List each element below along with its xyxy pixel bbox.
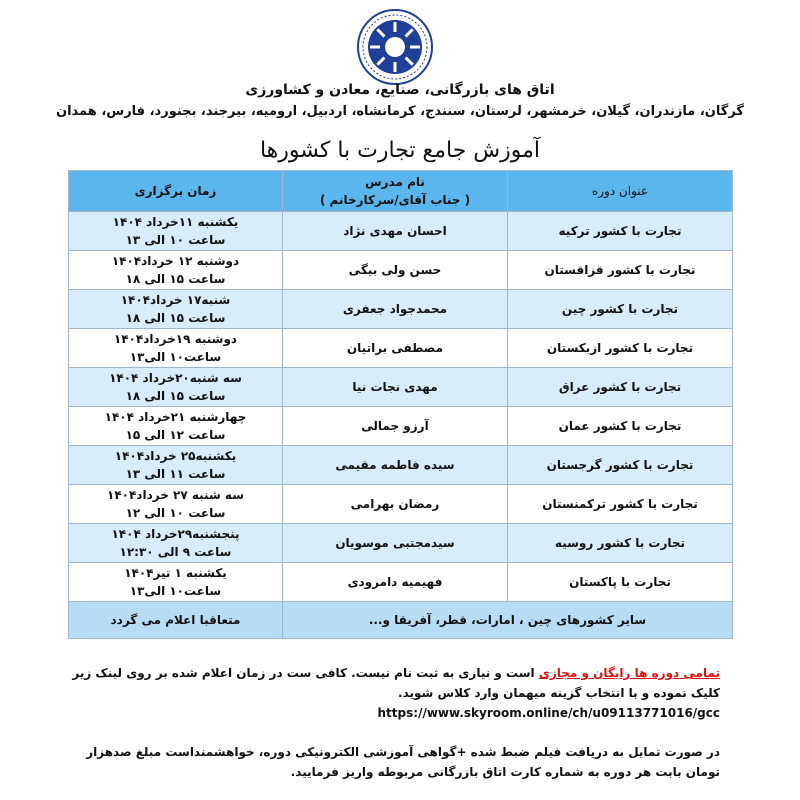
schedule-time	[69, 251, 283, 290]
time-day: یکشنبه ۱ تیر۱۴۰۴	[124, 566, 227, 580]
time-day: چهارشنبه ۲۱خرداد ۱۴۰۴	[104, 410, 247, 424]
table-row	[69, 446, 733, 485]
table-row	[69, 485, 733, 524]
time-hours: ساعت ۹ الی ۱۲:۳۰	[119, 545, 232, 559]
course-title: تجارت با کشور گرجستان	[508, 446, 733, 485]
schedule-time	[69, 446, 283, 485]
time-hours: ساعت ۱۵ الی ۱۸	[125, 272, 226, 286]
notice-text: است و نیازی به ثبت نام نیست. کافی ست در زمان اعلام شده بر روی لینک زیر کلیک نموده و با انتخاب گزینه میهمان وارد کلاس شوید.	[72, 666, 720, 700]
course-title: تجارت با کشور ازبکستان	[508, 329, 733, 368]
table-row	[69, 407, 733, 446]
schedule-time	[69, 212, 283, 251]
course-title: تجارت با کشور عراق	[508, 368, 733, 407]
chamber-logo	[356, 8, 434, 86]
schedule-time	[69, 329, 283, 368]
schedule-time	[69, 368, 283, 407]
org-cities: گرگان، مازندران، گیلان، خرمشهر، لرستان، سنندج، کرمانشاه، اردبیل، ارومیه، بیرجند، بجنورد، فارس، همدان	[56, 104, 744, 119]
table-footer-row	[69, 602, 733, 639]
other-countries: سایر کشورهای چین ، امارات، قطر، آفریقا و...	[283, 602, 733, 639]
schedule-time	[69, 524, 283, 563]
header-course: عنوان دوره	[508, 171, 733, 212]
page-title: آموزش جامع تجارت با کشورها	[259, 138, 541, 163]
teacher-name: احسان مهدی نژاد	[283, 212, 508, 251]
course-title: تجارت با کشور چین	[508, 290, 733, 329]
org-title: اتاق های بازرگانی، صنایع، معادن و کشاورزی	[245, 82, 555, 98]
schedule-time	[69, 563, 283, 602]
table-row	[69, 329, 733, 368]
table-row	[69, 524, 733, 563]
table-row	[69, 251, 733, 290]
teacher-name: مهدی نجات نیا	[283, 368, 508, 407]
table-row	[69, 368, 733, 407]
skyroom-link[interactable]: https://www.skyroom.online/ch/u09113771016/gcc	[377, 706, 720, 720]
schedule-time	[69, 485, 283, 524]
course-title: تجارت با کشور عمان	[508, 407, 733, 446]
time-hours: ساعت۱۰ الی۱۳	[129, 350, 222, 364]
time-hours: ساعت ۱۰ الی ۱۳	[125, 233, 226, 247]
time-hours: ساعت ۱۵ الی ۱۸	[125, 311, 226, 325]
teacher-name: آرزو جمالی	[283, 407, 508, 446]
payment-notice: در صورت تمایل به دریافت فیلم ضبط شده +گواهی آموزشی الکترونیکی دوره، خواهشمنداست مبلغ صدهزار تومان بابت هر دوره به شماره کارت اتاق بازرگانی مربوطه واریز فرمایید.	[86, 745, 720, 779]
course-title: تجارت با کشور ترکمنستان	[508, 485, 733, 524]
teacher-name: سیدمجتبی موسویان	[283, 524, 508, 563]
time-hours: ساعت۱۰ الی۱۳	[129, 584, 222, 598]
time-hours: ساعت ۱۰ الی ۱۲	[125, 506, 226, 520]
table-row	[69, 290, 733, 329]
time-day: دوشنبه ۱۹خرداد۱۴۰۴	[113, 332, 238, 346]
course-title: تجارت با کشور روسیه	[508, 524, 733, 563]
time-day: سه شنبه۲۰خرداد ۱۴۰۴	[109, 371, 242, 385]
teacher-name: سیده فاطمه مقیمی	[283, 446, 508, 485]
time-hours: ساعت ۱۱ الی ۱۳	[125, 467, 226, 481]
time-day: یکشنبه ۱۱خرداد ۱۴۰۴	[112, 215, 239, 229]
teacher-name: رمضان بهرامی	[283, 485, 508, 524]
course-title: تجارت با پاکستان	[508, 563, 733, 602]
time-day: پنجشنبه۲۹خرداد ۱۴۰۴	[111, 527, 240, 541]
announce-later: متعاقبا اعلام می گردد	[69, 602, 283, 639]
table-row	[69, 563, 733, 602]
teacher-name: مصطفی براتیان	[283, 329, 508, 368]
time-day: شنبه۱۷ خرداد۱۴۰۴	[120, 293, 231, 307]
time-hours: ساعت ۱۵ الی ۱۸	[125, 389, 226, 403]
course-schedule-table	[68, 170, 733, 639]
table-row	[69, 212, 733, 251]
course-title: تجارت با کشور ترکیه	[508, 212, 733, 251]
free-course-notice	[60, 663, 720, 723]
schedule-time	[69, 407, 283, 446]
header-teacher	[283, 171, 508, 212]
header-teacher-line2: ( جناب آقای/سرکارخانم )	[319, 193, 471, 207]
teacher-name: فهیمیه دامرودی	[283, 563, 508, 602]
header-teacher-line1: نام مدرس	[365, 175, 425, 189]
course-title: تجارت با کشور قزاقستان	[508, 251, 733, 290]
time-day: دوشنبه ۱۲ خرداد۱۴۰۴	[111, 254, 240, 268]
table-header-row	[69, 171, 733, 212]
header-time: زمان برگزاری	[69, 171, 283, 212]
time-day: سه شنبه ۲۷ خرداد۱۴۰۴	[107, 488, 244, 502]
schedule-time	[69, 290, 283, 329]
time-day: یکشنبه۲۵ خرداد۱۴۰۴	[114, 449, 237, 463]
teacher-name: حسن ولی بیگی	[283, 251, 508, 290]
teacher-name: محمدجواد جعفری	[283, 290, 508, 329]
free-highlight: تمامی دوره ها رایگان و مجازی	[538, 666, 720, 680]
time-hours: ساعت ۱۲ الی ۱۵	[125, 428, 226, 442]
